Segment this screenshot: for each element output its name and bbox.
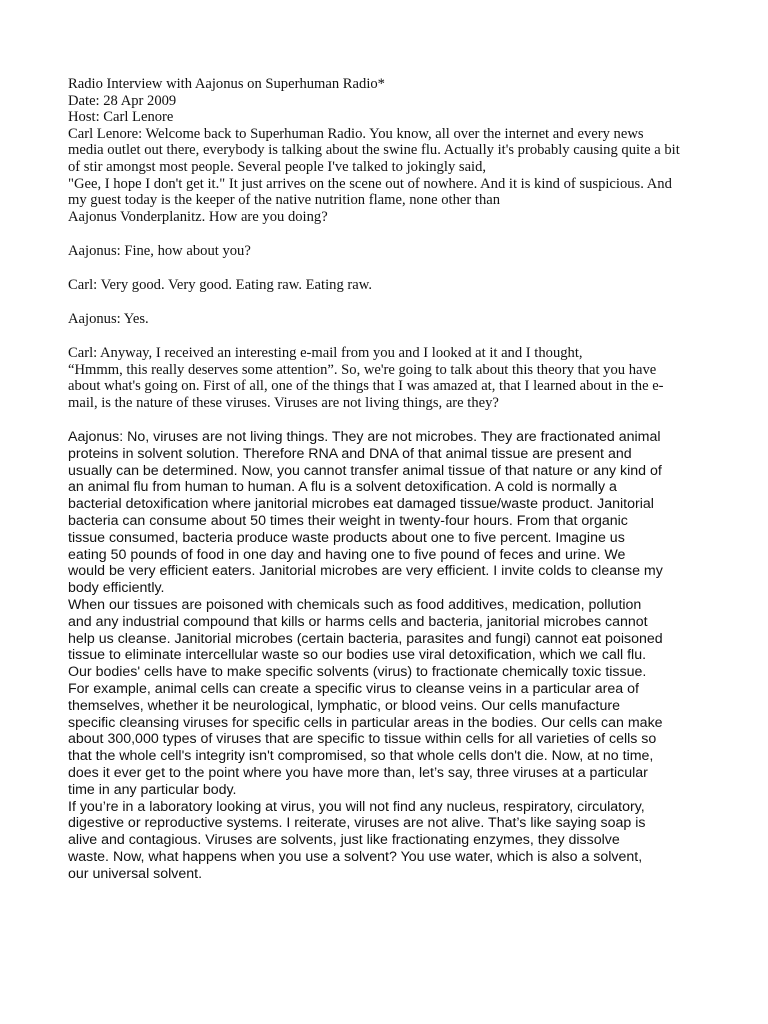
text-line: our universal solvent. (68, 865, 203, 882)
interview-host: Host: Carl Lenore (68, 109, 174, 126)
text-line: bacteria can consume about 50 times their weight in twenty-four hours. From that organic (68, 512, 628, 529)
text-line: Aajonus: Fine, how about you? (68, 242, 251, 259)
text-line: Carl: Very good. Very good. Eating raw. Eating raw. (68, 276, 372, 293)
text-line: eating 50 pounds of food in one day and having one to five pound of feces and urine. We (68, 546, 626, 563)
paragraph-gap (68, 328, 728, 346)
text-line: alive and contagious. Viruses are solvents, just like fractionating enzymes, they dissolve (68, 832, 620, 849)
text-line: of stir amongst most people. Several people I've talked to jokingly said, (68, 158, 487, 175)
document-page (68, 76, 728, 883)
text-line: "Gee, I hope I don't get it." It just arrives on the scene out of nowhere. And it is kind of suspicious. And (68, 175, 672, 192)
text-line: help us cleanse. Janitorial microbes (certain bacteria, parasites and fungi) cannot eat poisoned (68, 630, 663, 647)
paragraph-carl-reply-2 (68, 277, 728, 294)
text-line: waste. Now, what happens when you use a solvent? You use water, which is also a solvent, (68, 848, 643, 865)
text-line: themselves, whether it be neurological, lymphatic, or blood veins. Our cells manufacture (68, 697, 621, 714)
paragraph-gap (68, 294, 728, 312)
paragraph-aajonus-reply-3 (68, 311, 728, 328)
text-line: When our tissues are poisoned with chemicals such as food additives, medication, pollution (68, 596, 642, 613)
text-line: my guest today is the keeper of the native nutrition flame, none other than (68, 192, 501, 209)
text-line: time in any particular body. (68, 781, 237, 798)
text-line: does it ever get to the point where you have more than, let’s say, three viruses at a particular (68, 764, 648, 781)
paragraph-carl-intro (68, 126, 728, 226)
text-line: about 300,000 types of viruses that are specific to tissue within cells for all varieties of cells so (68, 731, 657, 748)
paragraph-gap (68, 225, 728, 243)
text-line: tissue consumed, bacteria produce waste products about one to five percent. Imagine us (68, 529, 625, 546)
paragraph-gap (68, 412, 728, 430)
text-line: usually can be determined. Now, you cannot transfer animal tissue of that nature or any kind of (68, 462, 662, 479)
paragraph-gap (68, 259, 728, 277)
text-line: media outlet out there, everybody is talking about the swine flu. Actually it's probably causing quite a bit (68, 142, 680, 159)
document-title: Radio Interview with Aajonus on Superhuman Radio* (68, 76, 385, 92)
text-line: specific cleansing viruses for specific cells in particular areas in the bodies. Our cells can make (68, 714, 663, 731)
paragraph-aajonus-answer (68, 429, 728, 883)
text-line: body efficiently. (68, 580, 165, 597)
text-line: that the whole cell's integrity isn't compromised, so that whole cells don't die. Now, at no time, (68, 748, 654, 765)
text-line: tissue to eliminate intercellular waste so our bodies use viral detoxification, which we call flu. (68, 647, 647, 664)
text-line: would be very efficient eaters. Janitorial microbes are very efficient. I invite colds to cleanse my (68, 563, 663, 580)
text-line: If you’re in a laboratory looking at virus, you will not find any nucleus, respiratory, circulatory, (68, 798, 645, 815)
document-header (68, 76, 728, 126)
paragraph-aajonus-reply-1 (68, 243, 728, 260)
text-line: bacterial detoxification where janitorial microbes eat damaged tissue/waste product. Janitorial (68, 496, 654, 513)
text-line: Aajonus: No, viruses are not living things. They are not microbes. They are fractionated animal (68, 429, 661, 445)
text-line: mail, is the nature of these viruses. Viruses are not living things, are they? (68, 394, 499, 411)
text-line: about what's going on. First of all, one of the things that I was amazed at, that I learned about in the e- (68, 378, 664, 395)
paragraph-carl-question (68, 345, 728, 411)
text-line: Aajonus: Yes. (68, 311, 149, 328)
text-line: digestive or reproductive systems. I reiterate, viruses are not alive. That’s like saying soap is (68, 815, 646, 832)
text-line: “Hmmm, this really deserves some attention”. So, we're going to talk about this theory that you have (68, 361, 657, 378)
text-line: Our bodies' cells have to make specific solvents (virus) to fractionate chemically toxic tissue. (68, 664, 647, 681)
text-line: For example, animal cells can create a specific virus to cleanse veins in a particular area of (68, 680, 639, 697)
text-line: Carl: Anyway, I received an interesting e-mail from you and I looked at it and I thought, (68, 345, 583, 362)
text-line: and any industrial compound that kills or harms cells and bacteria, janitorial microbes cannot (68, 613, 648, 630)
text-line: Carl Lenore: Welcome back to Superhuman Radio. You know, all over the internet and every news (68, 125, 644, 142)
text-line: Aajonus Vonderplanitz. How are you doing? (68, 208, 328, 225)
text-line: an animal flu from human to human. A flu is a solvent detoxification. A cold is normally a (68, 479, 617, 496)
interview-date: Date: 28 Apr 2009 (68, 92, 177, 109)
text-line: proteins in solvent solution. Therefore RNA and DNA of that animal tissue are present and (68, 445, 632, 462)
